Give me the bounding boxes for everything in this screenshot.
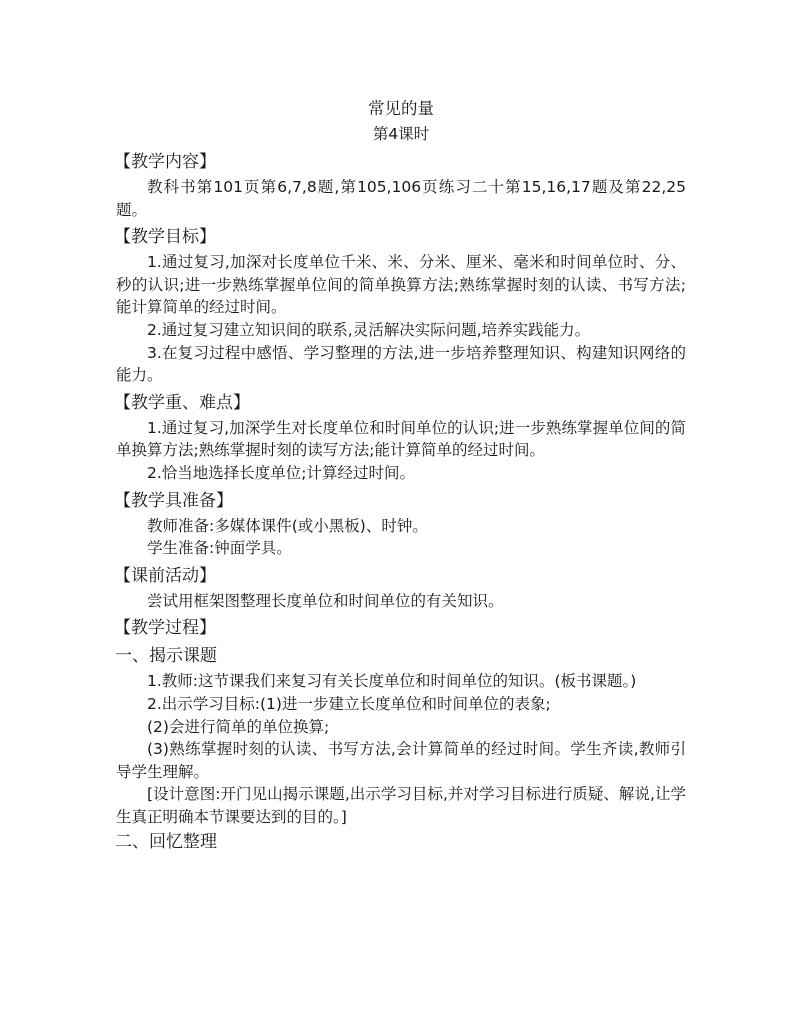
subsection-heading: 二、回忆整理 [115,832,217,853]
paragraph: 教科书第101页第6,7,8题,第105,106页练习二十第15,16,17题及第22,25题。 [116,178,686,219]
paragraph: 1.通过复习,加深学生对长度单位和时间单位的认识;进一步熟练掌握单位间的简单换算方法;熟练掌握时刻的读写方法;能计算简单的经过时间。 [116,418,686,460]
paragraph: 2.通过复习建立知识间的联系,灵活解决实际问题,培养实践能力。 [147,320,591,339]
subsection-heading: 一、揭示课题 [115,646,217,667]
section-heading: 【教学重、难点】 [114,392,250,413]
document-title: 常见的量 [368,99,434,118]
paragraph: 尝试用框架图整理长度单位和时间单位的有关知识。 [147,591,504,610]
paragraph: (2)会进行简单的单位换算; [147,717,330,736]
section-heading: 【教学具准备】 [114,490,233,511]
section-key-points [116,389,686,485]
paragraph: 1.教师:这节课我们来复习有关长度单位和时间单位的知识。(板书课题。) [147,672,637,691]
document-subtitle: 第4课时 [372,125,430,143]
section-heading: 【教学内容】 [114,152,216,172]
paragraph: 教师准备:多媒体课件(或小黑板)、时钟。 [147,516,428,535]
section-heading: 【教学过程】 [114,618,216,639]
paragraph: 1.通过复习,加深对长度单位千米、米、分米、厘米、毫米和时间单位时、分、秒的认识;进一步熟练掌握单位间的简单换算方法;熟练掌握时刻的认读、书写方法;能计算简单的经过时间。 [116,253,686,317]
section-teaching-content [116,148,686,221]
section-pre-class-activity [116,562,686,613]
paragraph: 3.在复习过程中感悟、学习整理的方法,进一步培养整理知识、构建知识网络的能力。 [116,343,686,385]
paragraph: 2.恰当地选择长度单位;计算经过时间。 [147,463,416,482]
section-preparation [116,487,686,560]
section-teaching-process [116,614,686,856]
paragraph: (3)熟练掌握时刻的认读、书写方法,会计算简单的经过时间。学生齐读,教师引导学生理解。 [116,740,686,781]
paragraph: 2.出示学习目标:(1)进一步建立长度单位和时间单位的表象; [147,694,551,713]
section-heading: 【教学目标】 [114,227,216,248]
section-heading: 【课前活动】 [114,565,216,586]
section-teaching-objectives [116,223,686,387]
design-intent-note: [设计意图:开门见山揭示课题,出示学习目标,并对学习目标进行质疑、解说,让学生真正明确本节课要达到的目的。] [116,785,686,826]
paragraph: 学生准备:钟面学具。 [147,539,292,558]
document-body [116,96,686,858]
